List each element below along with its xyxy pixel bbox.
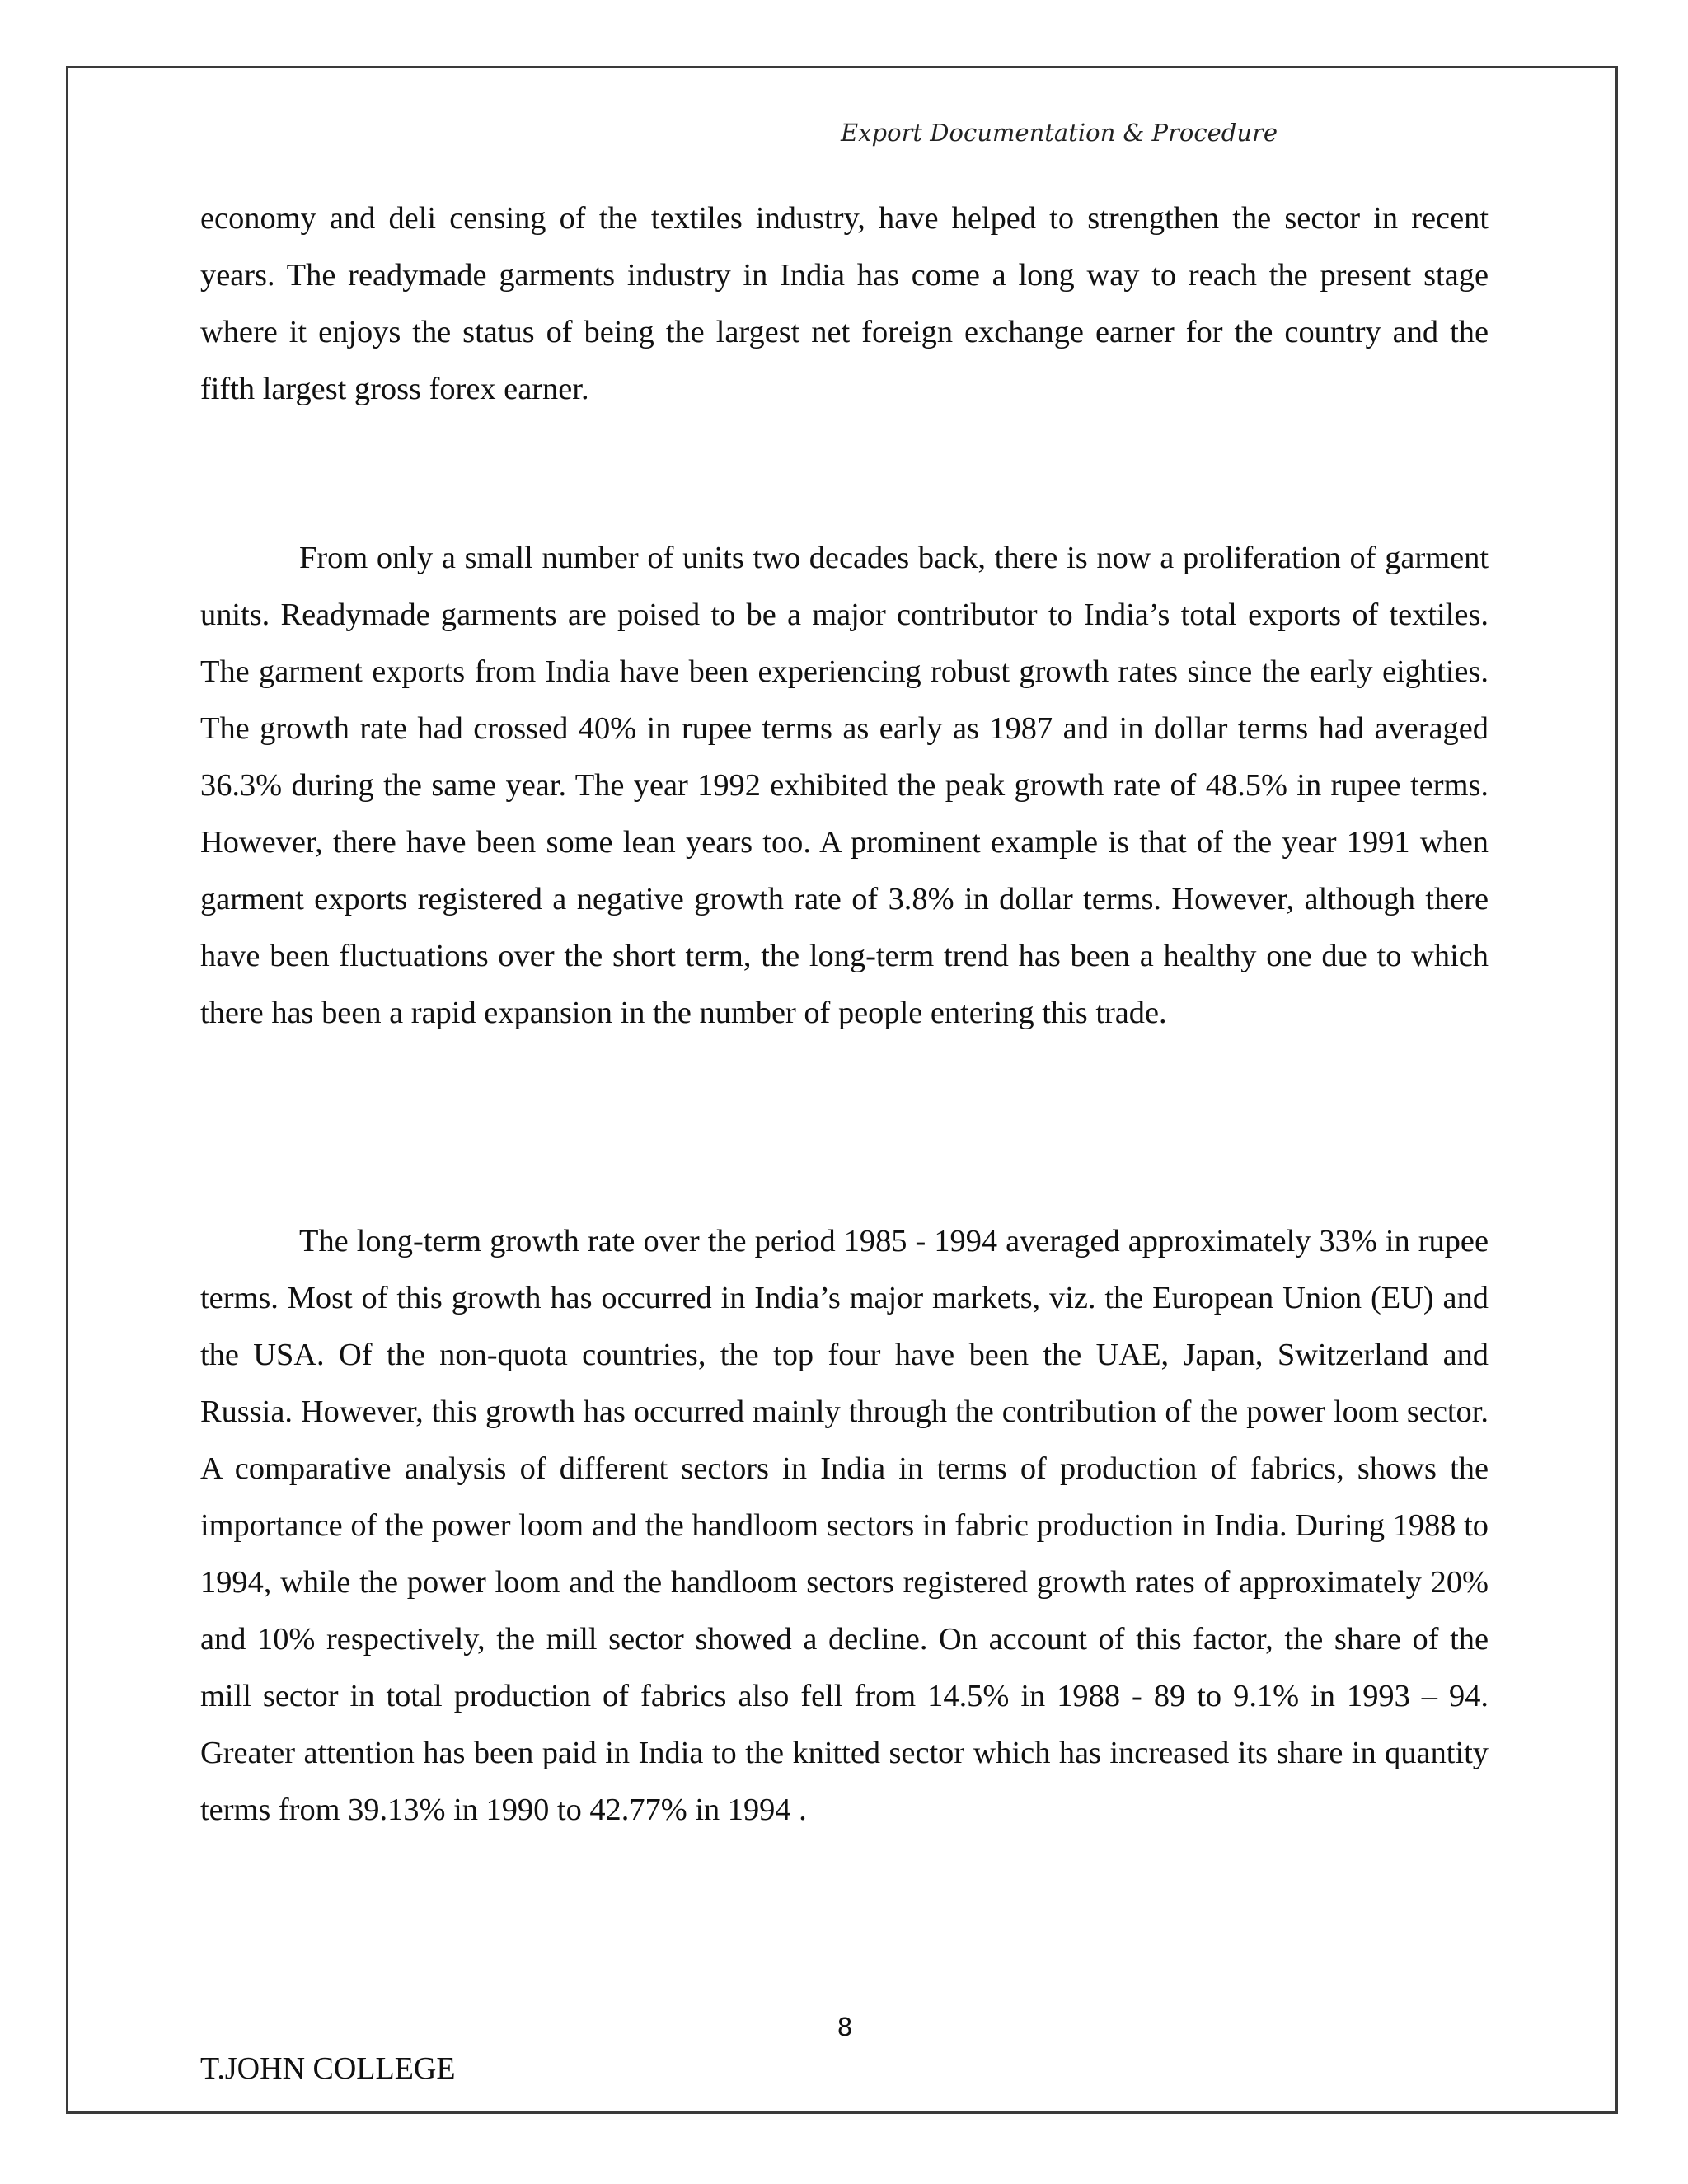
paragraph-3: The long-term growth rate over the period 1985 - 1994 averaged approximately 33% in rupee terms. Most of this growth has occurred in India’s major markets, viz. the European Union (EU) and the USA. Of the non-quota countries, the top four have been the UAE, Japan, Switzerland and Russia. However, this growth has occurred mainly through the contribution of the power loom sector. A comparative analysis of different sectors in India in terms of production of fabrics, shows the importance of the power loom and the handloom sectors in fabric production in India. During 1988 to 1994, while the power loom and the handloom sectors registered growth rates of approximately 20% and 10% respectively, the mill sector showed a decline. On account of this factor, the share of the mill sector in total production of fabrics also fell from 14.5% in 1988 - 89 to 9.1% in 1993 – 94. Greater attention has been paid in India to the knitted sector which has increased its share in quantity terms from 39.13% in 1990 to 42.77% in 1994 .: [200, 1224, 1489, 1827]
footer-college-name: T.JOHN COLLEGE: [200, 2051, 456, 2086]
paragraph-1: economy and deli censing of the textiles industry, have helped to strengthen the sector in recent years. The readymade garments industry in India has come a long way to reach the present stage where it enjoys the status of being the largest net foreign exchange earner for the country and the fifth largest gross forex earner.: [200, 201, 1489, 406]
running-header: Export Documentation & Procedure: [841, 119, 1278, 147]
page-number: 8: [837, 2013, 853, 2042]
paragraph-2: From only a small number of units two decades back, there is now a proliferation of garment units. Readymade garments are poised to be a major contributor to India’s total exports of textiles. The garment exports from India have been experiencing robust growth rates since the early eighties. The growth rate had crossed 40% in rupee terms as early as 1987 and in dollar terms had averaged 36.3% during the same year. The year 1992 exhibited the peak growth rate of 48.5% in rupee terms. However, there have been some lean years too. A prominent example is that of the year 1991 when garment exports registered a negative growth rate of 3.8% in dollar terms. However, although there have been fluctuations over the short term, the long-term trend has been a healthy one due to which there has been a rapid expansion in the number of people entering this trade.: [200, 541, 1489, 1030]
